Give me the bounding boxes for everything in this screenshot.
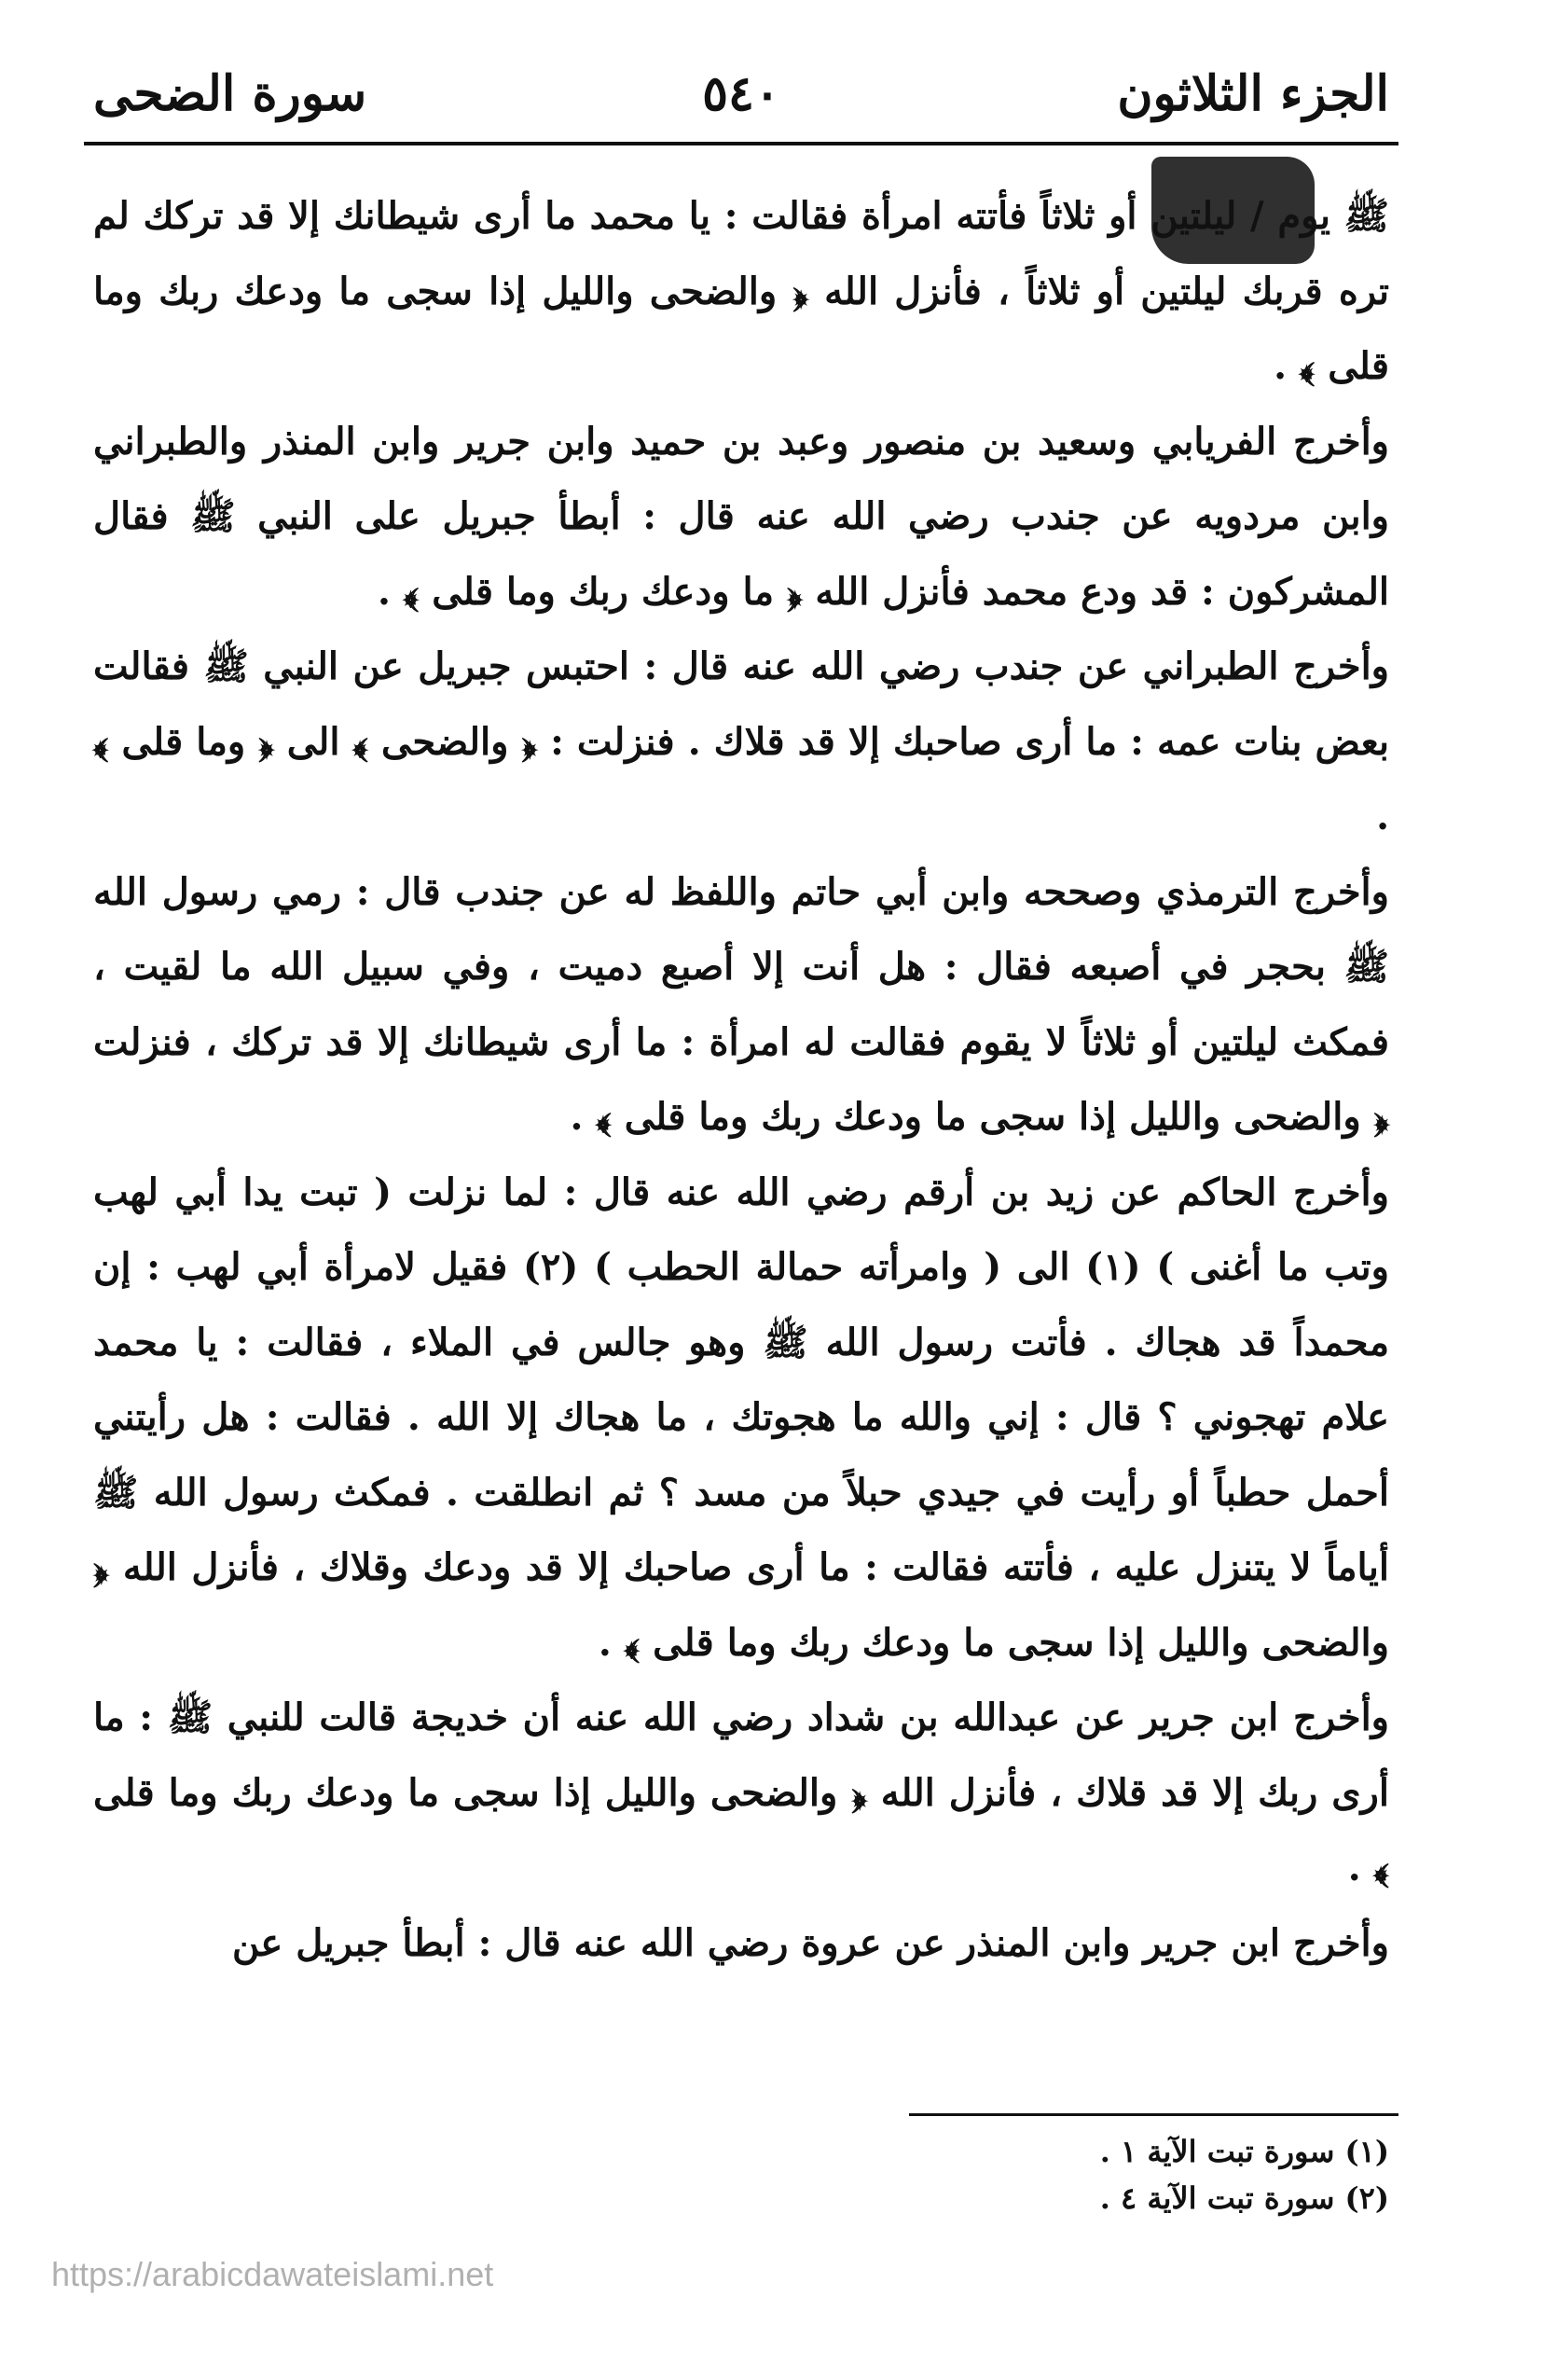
page-header bbox=[93, 65, 1389, 140]
footnote-divider bbox=[909, 2113, 1398, 2116]
paragraph: وأخرج الطبراني عن جندب رضي الله عنه قال : احتبس جبريل عن النبي ﷺ فقالت بعض بنات عمه : ما أرى صاحبك إلا قد قلاك . فنزلت : ﴿ والضحى ﴾ الى ﴿ وما قلى ﴾ . bbox=[93, 644, 1389, 838]
juz-title: الجزء الثلاثون bbox=[1117, 65, 1389, 122]
paragraph: وأخرج ابن جرير عن عبدالله بن شداد رضي الله عنه أن خديجة قالت للنبي ﷺ : ما أرى ربك إلا قد قلاك ، فأنزل الله ﴿ والضحى والليل إذا سجى ما ودعك ربك وما قلى ﴾ . bbox=[93, 1695, 1389, 1889]
surah-title: سورة الضحى bbox=[93, 65, 367, 122]
footnote-item: (١) سورة تبت الآية ١ . bbox=[1099, 2134, 1389, 2169]
paragraph: وأخرج ابن جرير وابن المنذر عن عروة رضي الله عنه قال : أبطأ جبريل عن bbox=[231, 1920, 1389, 1965]
paragraph: وأخرج الفريابي وسعيد بن منصور وعبد بن حميد وابن جرير وابن المنذر والطبراني وابن مردويه عن جندب رضي الله عنه قال : أبطأ جبريل على النبي ﷺ فقال المشركون : قد ودع محمد فأنزل الله ﴿ ما ودعك ربك وما قلى ﴾ . bbox=[93, 419, 1389, 614]
footnotes bbox=[914, 2128, 1389, 2221]
footnote-item: (٢) سورة تبت الآية ٤ . bbox=[1099, 2180, 1389, 2216]
main-text bbox=[93, 179, 1389, 1981]
watermark-url: https://arabicdawateislami.net bbox=[51, 2255, 494, 2293]
paragraph: وأخرج الحاكم عن زيد بن أرقم رضي الله عنه قال : لما نزلت ( تبت يدا أبي لهب وتب ما أغنى ) (١) الى ( وامرأته حمالة الحطب ) (٢) فقيل لامرأة أبي لهب : إن محمداً قد هجاك . فأتت رسول الله ﷺ وهو جالس في الملاء ، فقالت : يا محمد علام تهجوني ؟ قال : إني والله ما هجوتك ، ما هجاك إلا الله . فقالت : هل رأيتني أحمل حطباً أو رأيت في جيدي حبلاً من مسد ؟ ثم انطلقت . فمكث رسول الله ﷺ أياماً لا يتنزل عليه ، فأتته فقالت : ما أرى صاحبك إلا قد ودعك وقلاك ، فأنزل الله ﴿ والضحى والليل إذا سجى ما ودعك ربك وما قلى ﴾ . bbox=[93, 1169, 1389, 1665]
header-divider bbox=[84, 142, 1398, 145]
page-number: ٥٤٠ bbox=[702, 65, 780, 122]
paragraph: ﷺ يوم / ليلتين أو ثلاثاً فأتته امرأة فقالت : يا محمد ما أرى شيطانك إلا قد تركك لم تره قربك ليلتين أو ثلاثاً ، فأنزل الله ﴿ والضحى والليل إذا سجى ما ودعك ربك وما قلى ﴾ . bbox=[93, 194, 1389, 388]
paragraph: وأخرج الترمذي وصححه وابن أبي حاتم واللفظ له عن جندب قال : رمي رسول الله ﷺ بحجر في أصبعه فقال : هل أنت إلا أصبع دميت ، وفي سبيل الله ما لقيت ، فمكث ليلتين أو ثلاثاً لا يقوم فقالت له امرأة : ما أرى شيطانك إلا قد تركك ، فنزلت ﴿ والضحى والليل إذا سجى ما ودعك ربك وما قلى ﴾ . bbox=[93, 869, 1389, 1139]
